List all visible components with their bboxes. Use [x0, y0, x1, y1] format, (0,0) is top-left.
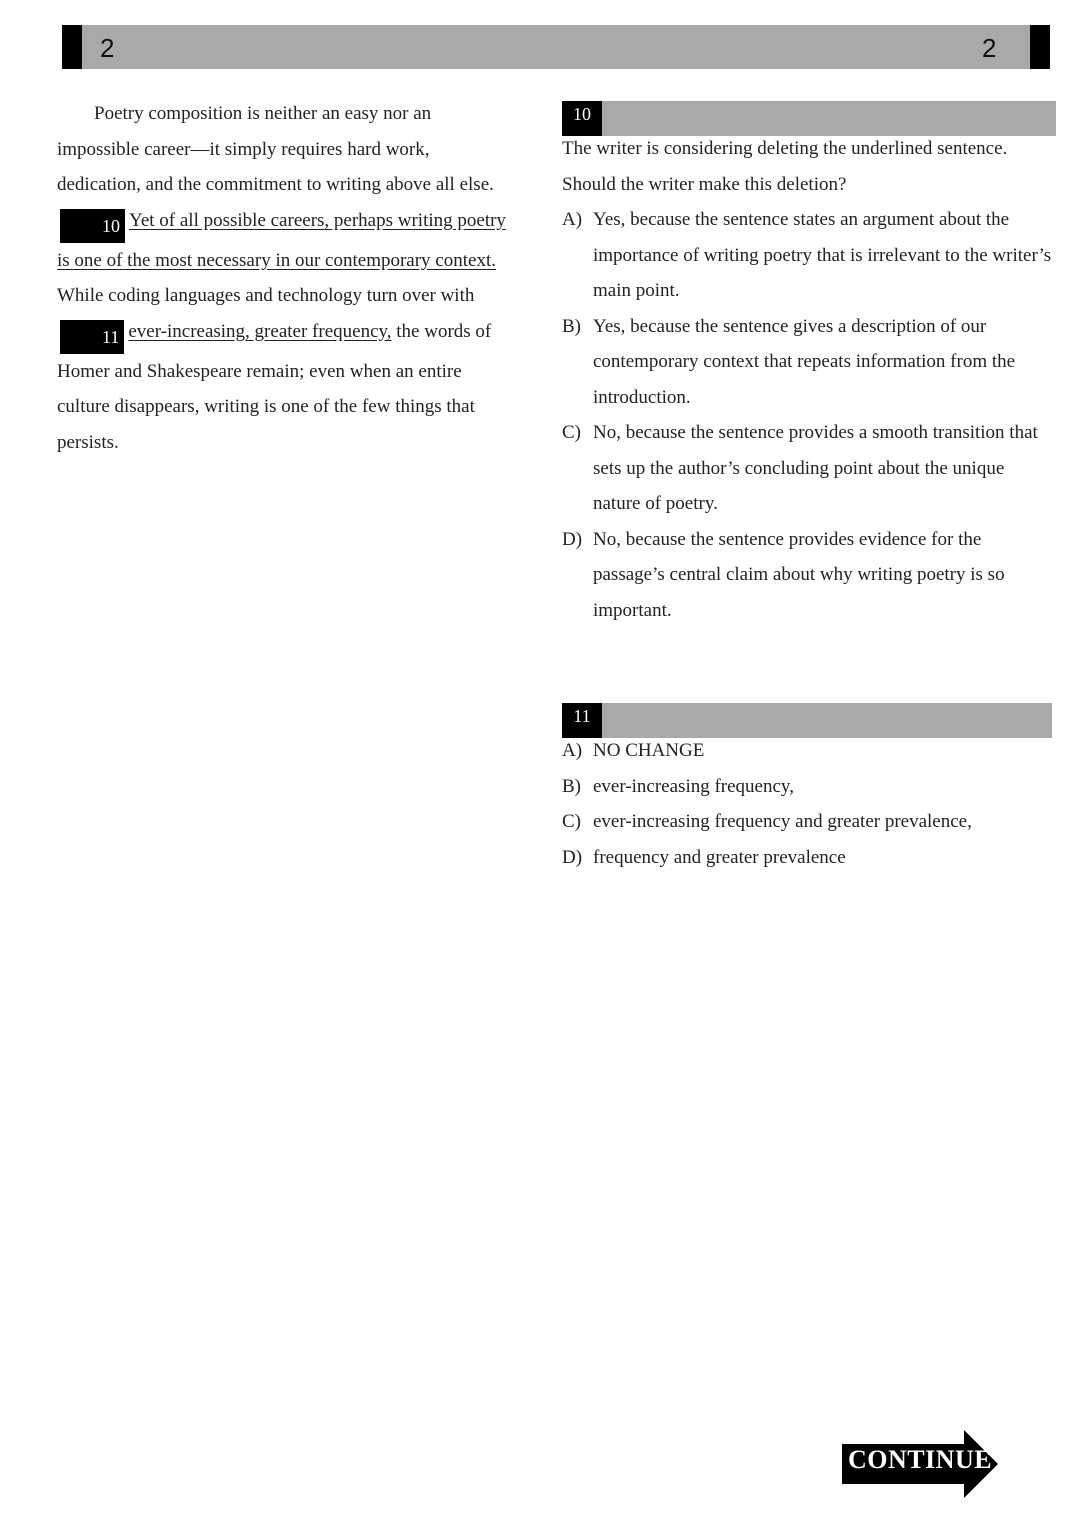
- question-11-choice-a[interactable]: [562, 733, 1052, 769]
- choice-letter: A): [562, 209, 583, 230]
- choice-text: frequency and greater prevalence: [593, 846, 846, 868]
- choice-text: No, because the sentence provides evidence for the passage’s central claim about why writing poetry is so important.: [593, 528, 1005, 621]
- passage-text-run: Poetry composition is neither an easy nor an impossible career—it simply requires hard work, dedication, and the commitment to writing above all else.: [57, 103, 494, 195]
- section-number-left: 2: [100, 33, 115, 63]
- passage-paragraph: [57, 96, 517, 460]
- section-number-right: 2: [982, 33, 997, 63]
- choice-letter: D): [562, 528, 583, 550]
- choice-text: ever-increasing frequency and greater prevalence,: [593, 811, 972, 832]
- choice-letter: D): [562, 846, 583, 868]
- choice-text: ever-increasing frequency,: [593, 775, 794, 797]
- passage-text: [57, 96, 517, 460]
- header-right-marker: [1030, 25, 1050, 69]
- header-left-marker: [62, 25, 82, 69]
- choice-text: Yes, because the sentence states an argument about the importance of writing poetry that is irrelevant to the writer’s main point.: [593, 209, 1052, 301]
- question-11-choice-d[interactable]: [562, 840, 1052, 876]
- question-10-number: 10: [562, 101, 602, 136]
- choice-letter: C): [562, 811, 581, 832]
- question-number-marker[interactable]: 11: [60, 320, 124, 354]
- choice-text: No, because the sentence provides a smooth transition that sets up the author’s concluding point about the unique nature of poetry.: [593, 422, 1038, 514]
- question-10-choice-d[interactable]: [562, 522, 1052, 629]
- choice-letter: A): [562, 740, 583, 761]
- choice-letter: C): [562, 422, 581, 443]
- choice-letter: B): [562, 315, 581, 337]
- choice-letter: B): [562, 775, 581, 797]
- question-10-choice-b[interactable]: [562, 309, 1052, 416]
- underlined-text: Yet of all possible careers, perhaps writing poetry is one of the most necessary in our contemporary context.: [57, 209, 506, 271]
- question-10-choice-a[interactable]: [562, 202, 1052, 309]
- question-10-choice-c[interactable]: [562, 415, 1052, 522]
- choice-text: NO CHANGE: [593, 740, 705, 761]
- continue-label: CONTINUE: [848, 1445, 993, 1474]
- question-11-choice-c[interactable]: [562, 804, 1052, 840]
- question-10-stem: The writer is considering deleting the underlined sentence. Should the writer make this deletion?: [562, 138, 1008, 195]
- question-11-number: 11: [562, 703, 602, 738]
- question-number-marker[interactable]: 10: [60, 209, 125, 243]
- section-header-bar: [62, 25, 1050, 69]
- choice-text: Yes, because the sentence gives a description of our contemporary context that repeats information from the introduction.: [593, 315, 1016, 408]
- underlined-text: ever-increasing, greater frequency,: [128, 320, 392, 342]
- passage-text-run: While coding languages and technology turn over with: [57, 285, 475, 306]
- question-10: [562, 131, 1052, 628]
- question-11-choice-b[interactable]: [562, 769, 1052, 805]
- continue-button[interactable]: [842, 1430, 1002, 1500]
- passage-text-run: the words of Homer and Shakespeare remain; even when an entire culture disappears, writing is one of the few things that persists.: [57, 320, 492, 453]
- question-11: [562, 733, 1052, 875]
